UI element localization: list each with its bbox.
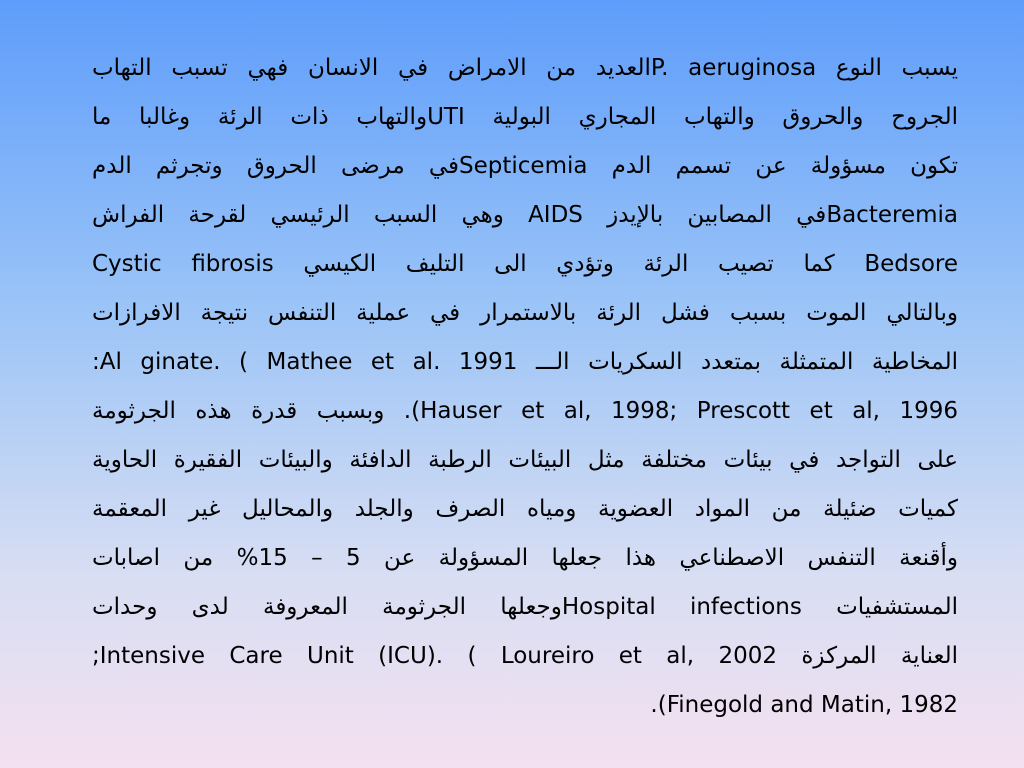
text-line: Bacteremiaفي المصابين بالإيدز AIDS وهي السبب الرئيسي لقرحة الفراش [92, 202, 958, 228]
text-line: Finegold and Matin, 1982). [650, 692, 958, 718]
text-line: وأقنعة التنفس الاصطناعي هذا جعلها المسؤولة عن 5 – 15% من اصابات [92, 545, 959, 571]
text-line: يسبب النوع P. aeruginosaالعديد من الامراض في الانسان فهي تسبب التهاب [92, 55, 959, 81]
text-line: المخاطية المتمثلة بمتعدد السكريات الـــ Al ginate. ( Mathee et al. 1991: [92, 349, 959, 375]
text-line: Hauser et al, 1998; Prescott et al, 1996). وبسبب قدرة هذه الجرثومة [92, 398, 958, 424]
text-line: على التواجد في بيئات مختلفة مثل البيئات الرطبة الدافئة والبيئات الفقيرة الحاوية [92, 447, 958, 473]
text-line: كميات ضئيلة من المواد العضوية ومياه الصرف والجلد والمحاليل غير المعقمة [92, 496, 958, 522]
body-text [92, 44, 958, 730]
text-line: تكون مسؤولة عن تسمم الدم Septicemiaفي مرضى الحروق وتجرثم الدم [92, 153, 958, 179]
text-line: وبالتالي الموت بسبب فشل الرئة بالاستمرار في عملية التنفس نتيجة الافرازات [92, 300, 958, 326]
text-line: Bedsore كما تصيب الرئة وتؤدي الى التليف الكيسي Cystic fibrosis [92, 251, 958, 277]
text-line: الجروح والحروق والتهاب المجاري البولية UTIوالتهاب ذات الرئة وغالبا ما [92, 104, 958, 130]
text-line: العناية المركزة Intensive Care Unit (ICU). ( Loureiro et al, 2002; [92, 643, 959, 669]
text-line: المستشفيات Hospital infectionsوجعلها الجرثومة المعروفة لدى وحدات [92, 594, 958, 620]
